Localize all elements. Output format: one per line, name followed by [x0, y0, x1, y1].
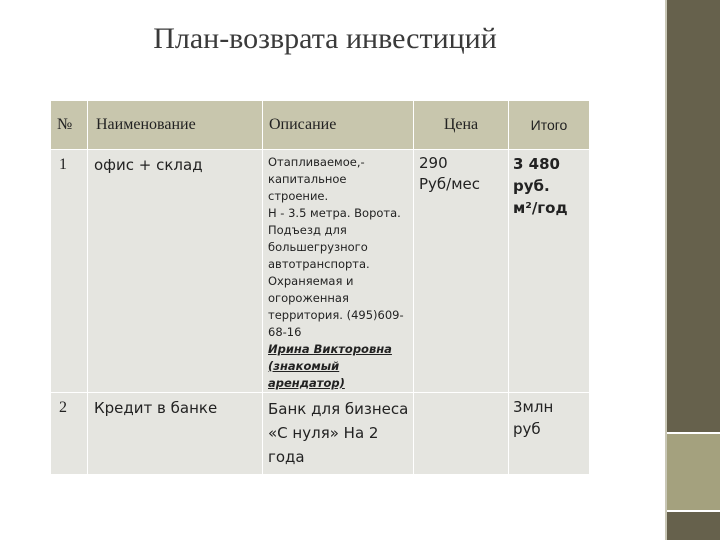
side-bar-bottom	[665, 512, 720, 540]
total-line: 3млн	[513, 398, 554, 416]
table-row	[51, 393, 590, 475]
row-price	[414, 150, 509, 393]
description-line: огороженная	[268, 291, 349, 305]
description-line: Банк для бизнеса	[268, 400, 409, 418]
header-description: Описание	[263, 101, 414, 150]
total-line: руб.	[513, 177, 550, 195]
description-line: «С нуля» На 2	[268, 424, 379, 442]
contact-line: арендатор)	[268, 376, 345, 390]
price-line: 290	[419, 154, 448, 172]
total-line: 3 480	[513, 155, 560, 173]
slide-title: План-возврата инвестиций	[153, 22, 497, 55]
description-line: Охраняемая и	[268, 274, 354, 288]
table-row	[51, 150, 590, 393]
description-line: большегрузного	[268, 240, 368, 254]
description-line: Н - 3.5 метра. Ворота.	[268, 206, 401, 220]
row-price	[414, 393, 509, 475]
row-name: Кредит в банке	[88, 393, 263, 475]
side-bar-top	[665, 0, 720, 432]
price-line: Руб/мес	[419, 175, 481, 193]
row-name: офис + склад	[88, 150, 263, 393]
total-line: м²/год	[513, 199, 568, 217]
description-line: Отапливаемое,-	[268, 155, 365, 169]
contact-line: Ирина Викторовна	[268, 342, 392, 356]
contact-line: (знакомый	[268, 359, 340, 373]
side-bar-middle	[665, 434, 720, 510]
description-line: территория. (495)609-	[268, 308, 404, 322]
header-total: Итого	[509, 101, 590, 150]
investment-table	[50, 100, 590, 475]
row-total	[509, 150, 590, 393]
row-total	[509, 393, 590, 475]
table-header-row	[51, 101, 590, 150]
header-name: Наименование	[88, 101, 263, 150]
description-line: года	[268, 448, 305, 466]
total-line: руб	[513, 420, 541, 438]
decorative-vertical-line	[665, 0, 667, 540]
row-description	[263, 393, 414, 475]
header-price: Цена	[414, 101, 509, 150]
row-number: 1	[51, 150, 88, 393]
row-number: 2	[51, 393, 88, 475]
description-line: Подъезд для	[268, 223, 347, 237]
description-line: автотранспорта.	[268, 257, 370, 271]
header-number: №	[51, 101, 88, 150]
decorative-side-bars	[665, 0, 720, 540]
description-line: капитальное строение.	[268, 172, 347, 203]
description-line: 68-16	[268, 325, 302, 339]
row-description	[263, 150, 414, 393]
